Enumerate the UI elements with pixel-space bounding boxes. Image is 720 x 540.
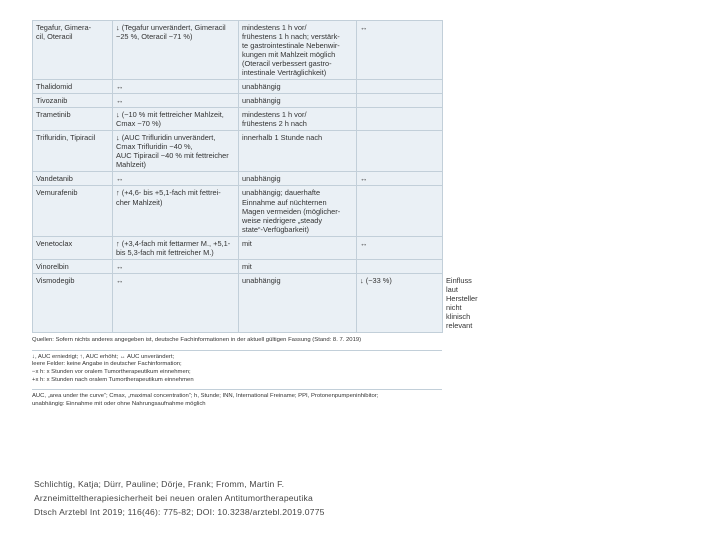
table-cell — [357, 94, 443, 108]
sources-note: Quellen: Sofern nichts anderes angegeben ist, deutsche Fachinformationen in der aktuell gültigen Fassung (Stand: 8. 7. 2019) — [32, 336, 362, 343]
table-cell: Venetoclax — [33, 236, 113, 259]
table-row — [33, 21, 443, 80]
table-cell: ↔ — [113, 94, 239, 108]
document-body — [32, 20, 478, 414]
table-cell: mit — [239, 259, 357, 273]
table-cell: ↔ — [357, 172, 443, 186]
abbreviation-line: unabhängig: Einnahme mit oder ohne Nahrungsaufnahme möglich — [32, 400, 206, 407]
table-cell: ↔ — [357, 21, 443, 80]
table-cell: Vemurafenib — [33, 186, 113, 236]
table-cell: Vandetanib — [33, 172, 113, 186]
table-cell: Vinorelbin — [33, 259, 113, 273]
table-cell: ↑ (+3,4-fach mit fettarmer M., +5,1- bis 5,3-fach mit fettreicher M.) — [113, 236, 239, 259]
table-cell: Thalidomid — [33, 80, 113, 94]
table-row — [33, 259, 443, 273]
legend-line: +x h: x Stunden nach oralem Tumortherapeutikum einnehmen — [32, 376, 194, 383]
table-cell: mit — [239, 236, 357, 259]
table-cell: Trametinib — [33, 108, 113, 131]
citation-authors: Schlichtig, Katja; Dürr, Pauline; Dörje, Frank; Fromm, Martin F. — [34, 479, 285, 489]
table-cell: ↔ — [113, 259, 239, 273]
table-cell: ↓ (−10 % mit fettreicher Mahlzeit, Cmax −70 %) — [113, 108, 239, 131]
table-cell: ↔ — [113, 172, 239, 186]
table-cell: Tivozanib — [33, 94, 113, 108]
table-cell: ↔ — [113, 273, 239, 332]
table-cell — [357, 80, 443, 94]
table-cell: mindestens 1 h vor/ frühestens 2 h nach — [239, 108, 357, 131]
table-cell: unabhängig — [239, 94, 357, 108]
table-cell: unabhängig; dauerhafte Einnahme auf nüchternen Magen vermeiden (möglicher- weise niedrigere „steady state“-Verfügbarkeit) — [239, 186, 357, 236]
table-cell: ↓ (−33 %) — [357, 273, 443, 332]
table-cell: mindestens 1 h vor/ frühestens 1 h nach; verstärk- te gastrointestinale Nebenwir- kungen mit Mahlzeit möglich (Oteracil verbessert gastro- intestinale Verträglichkeit) — [239, 21, 357, 80]
table-cell: ↔ — [357, 236, 443, 259]
citation-journal: Dtsch Arztebl Int 2019; 116(46): 775-82; DOI: 10.3238/arztebl.2019.0775 — [34, 506, 325, 517]
table-cell — [357, 108, 443, 131]
notes-divider — [32, 389, 442, 390]
table-cell: ↓ (Tegafur unverändert, Gimeracil −25 %, Oteracil −71 %) — [113, 21, 239, 80]
legend-line: −x h: x Stunden vor oralem Tumortherapeutikum einnehmen; — [32, 368, 191, 375]
table-body — [33, 21, 478, 333]
interaction-table — [32, 20, 478, 333]
table-row — [33, 80, 443, 94]
table-row — [33, 131, 443, 172]
table-cell: ↓ (AUC Trifluridin unverändert, Cmax Trifluridin −40 %, AUC Tipiracil −40 % mit fettreicher Mahlzeit) — [113, 131, 239, 172]
table-row — [33, 108, 443, 131]
table-cell: unabhängig — [239, 172, 357, 186]
table-cell: ↔ — [113, 80, 239, 94]
table-cell: ↑ (+4,6- bis +5,1-fach mit fettrei- cher Mahlzeit) — [113, 186, 239, 236]
table-cell — [357, 259, 443, 273]
notes-divider — [32, 350, 442, 351]
table-row — [33, 172, 443, 186]
table-row — [33, 236, 443, 259]
legend-line: leere Felder: keine Angabe in deutscher Fachinformation; — [32, 361, 182, 368]
table-row — [33, 94, 443, 108]
citation — [34, 478, 325, 519]
table-cell: Vismodegib — [33, 273, 113, 332]
table-cell — [357, 131, 443, 172]
legend-note — [32, 354, 442, 385]
table-cell: innerhalb 1 Stunde nach — [239, 131, 357, 172]
table-row — [33, 186, 443, 236]
table-cell: Tegafur, Gimera- cil, Oteracil — [33, 21, 113, 80]
table-notes — [32, 337, 442, 409]
abbreviation-line: AUC, „area under the curve“; Cmax, „maximal concentration“; h, Stunde; INN, International Freiname; PPI, Protonenpumpeninhibitor; — [32, 393, 379, 400]
table-cell — [357, 186, 443, 236]
table-cell: unabhängig — [239, 80, 357, 94]
abbreviations-note — [32, 393, 442, 408]
citation-title: Arzneimitteltherapiesicherheit bei neuen oralen Antitumortherapeutika — [34, 492, 313, 503]
table-cell: unabhängig — [239, 273, 357, 332]
table-row: Vismodegib ↔ unabhängig ↓ (−33 %) Einfluss laut Hersteller nicht klinisch relevant — [33, 273, 443, 332]
legend-line: ↓, AUC erniedrigt; ↑, AUC erhöht; ↔ AUC unverändert; — [32, 353, 175, 360]
table-cell: Trifluridin, Tipiracil — [33, 131, 113, 172]
